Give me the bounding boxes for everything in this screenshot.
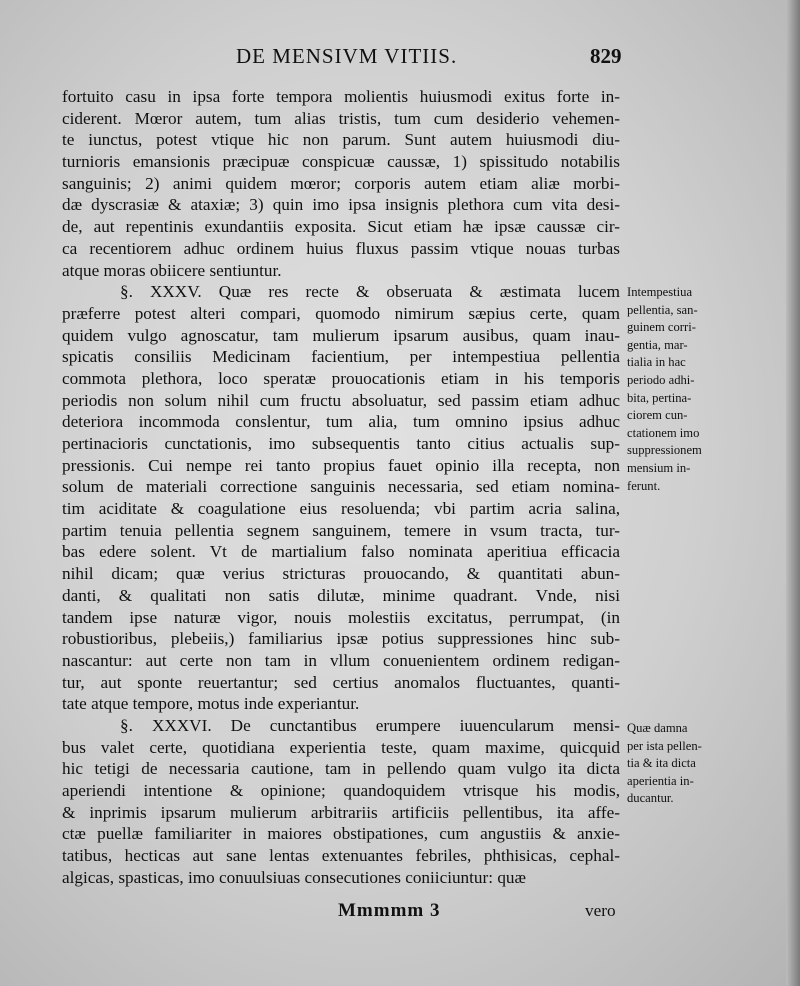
text-line: tandem ipse naturæ vigor, nouis molestiis excitatus, perrumpat, (in — [62, 607, 620, 627]
text-line: partim tenuia pellentia segnem sanguinem, temere in vsum tracta, tur- — [62, 520, 620, 540]
marginal-note-line: ferunt. — [627, 478, 661, 493]
text-line: bus valet certe, quotidiana experientia teste, quam maxime, quicquid — [62, 737, 620, 757]
text-line: aperiendi intentione & opinione; quandoquidem vtrisque his modis, — [62, 781, 620, 800]
marginal-note-line: aperientia in- — [627, 773, 694, 788]
text-line: turnioris emansionis præcipuæ conspicuæ caussæ, 1) spissitudo notabilis — [62, 152, 620, 172]
marginal-note-line: Intempestiua — [627, 285, 693, 299]
marginal-note-line: pellentia, san- — [627, 302, 698, 317]
text-line: ctæ puellæ familiariter in maiores obstipationes, cum angustiis & anxie- — [62, 824, 620, 844]
running-head — [0, 44, 800, 74]
text-line: atque moras obiicere sentiuntur. — [62, 260, 282, 280]
text-line: fortuito casu in ipsa forte tempora molientis huiusmodi exitus forte in- — [62, 87, 620, 106]
text-line: nascantur: aut certe non tam in vllum conuenientem ordinem redigan- — [62, 650, 620, 670]
text-line: bas edere solent. Vt de martialium falso nominata aperitiua efficacia — [62, 542, 620, 562]
page-edge — [786, 0, 800, 986]
marginal-note-line: periodo adhi- — [627, 372, 695, 387]
text-line: te iunctus, potest vtique hic non parum. Sunt autem huiusmodi diu- — [62, 130, 620, 150]
text-line: & inprimis ipsarum mulierum arbitrariis artificiis pellentibus, ita affe- — [62, 802, 620, 822]
marginal-note-line: tia & ita dicta — [627, 756, 696, 771]
text-line: commota plethora, loco speratæ prouocationis etiam in his temporis — [62, 368, 620, 388]
marginal-note-1 — [627, 284, 787, 495]
marginal-note-line: ctationem imo — [627, 425, 700, 440]
marginal-note-line: guinem corri- — [627, 320, 696, 335]
marginal-note-line: per ista pellen- — [627, 738, 702, 753]
catchword: vero — [585, 901, 616, 920]
signature-mark: Mmmmm 3 — [338, 900, 441, 921]
text-line: spicatis consiliis Medicinam facientium, per intempestiua pellentia — [62, 347, 620, 367]
main-text-block — [62, 86, 620, 888]
marginal-note-line: ciorem cun- — [627, 408, 688, 423]
text-line: tatibus, hecticas aut sane lentas extenuantes febriles, phthisicas, cephal- — [62, 846, 620, 866]
text-line: ciderent. Mœror autem, tum alias tristis, tum cum desiderio vehemen- — [62, 108, 620, 128]
text-line: §. XXXVI. De cunctantibus erumpere iuuencularum mensi- — [120, 715, 620, 735]
text-line: tate atque tempore, motus inde experiantur. — [62, 694, 360, 714]
text-line: §. XXXV. Quæ res recte & obseruata & æstimata lucem — [120, 282, 620, 302]
marginal-note-line: Quæ damna — [627, 721, 688, 735]
running-title: DE MENSIVM VITIIS. — [236, 44, 458, 68]
marginal-note-line: bita, pertina- — [627, 390, 692, 405]
text-line: pressionis. Cui nempe rei tanto propius fauet opinio illa recepta, non — [62, 455, 620, 475]
marginal-note-line: gentia, mar- — [627, 337, 688, 352]
page-number: 829 — [590, 44, 622, 68]
text-line: quidem vulgo agnoscatur, tam mulierum ipsarum ausibus, quam inau- — [62, 325, 620, 345]
text-line: robustioribus, plebeiis,) familiarius ipsæ potius suppressiones hinc sub- — [62, 629, 620, 649]
text-line: hic tetigi de necessaria cautione, tam in pellendo quam vulgo ita dicta — [62, 759, 620, 779]
text-line: algicas, spasticas, imo conuulsiuas consecutiones coniiciuntur: quæ — [62, 867, 526, 887]
marginal-note-2 — [627, 720, 787, 808]
marginal-note-line: suppressionem — [627, 443, 702, 458]
text-line: solum de materiali correctione sanguinis necessaria, sed etiam nomina- — [62, 477, 620, 497]
text-line: ca recentiorem adhuc ordinem huius fluxus passim vtique nouas turbas — [62, 238, 620, 258]
marginal-note-line: tialia in hac — [627, 355, 686, 370]
text-line: periodis non solum nihil cum fructu absoluatur, sed passim etiam adhuc — [62, 390, 620, 410]
text-line: sanguinis; 2) animi quidem mœror; corporis autem etiam aliæ morbi- — [62, 173, 620, 193]
text-line: dæ dyscrasiæ & ataxiæ; 3) quin imo ipsa insignis plethora cum vita desi- — [62, 195, 620, 215]
page-footer — [0, 900, 800, 926]
text-line: præferre potest alteri compari, quomodo nimirum sæpius certe, quam — [62, 303, 620, 323]
text-line: danti, & qualitati non satis dilutæ, minime quadrant. Vnde, nisi — [62, 585, 620, 605]
text-line: deteriora incommoda conslentur, tum alia, tum omnino ipsius adhuc — [62, 412, 620, 432]
text-line: nihil dicam; quæ verius stricturas prouocando, & quantitati abun- — [62, 564, 620, 584]
marginal-note-line: ducantur. — [627, 791, 674, 806]
text-line: tim aciditate & coagulatione eius resoluenda; vbi partim acria salina, — [62, 499, 620, 519]
marginal-note-line: mensium in- — [627, 460, 691, 475]
text-line: pertinacioris cunctationis, imo subsequentis tanto citius actualis sup- — [62, 434, 620, 453]
text-line: tur, aut sponte reuertantur; sed certius anomalos fluctuantes, quanti- — [62, 672, 620, 692]
text-line: de, aut repentinis exundantiis exposita. Sicut etiam hæ ipsæ caussæ cir- — [62, 217, 620, 237]
